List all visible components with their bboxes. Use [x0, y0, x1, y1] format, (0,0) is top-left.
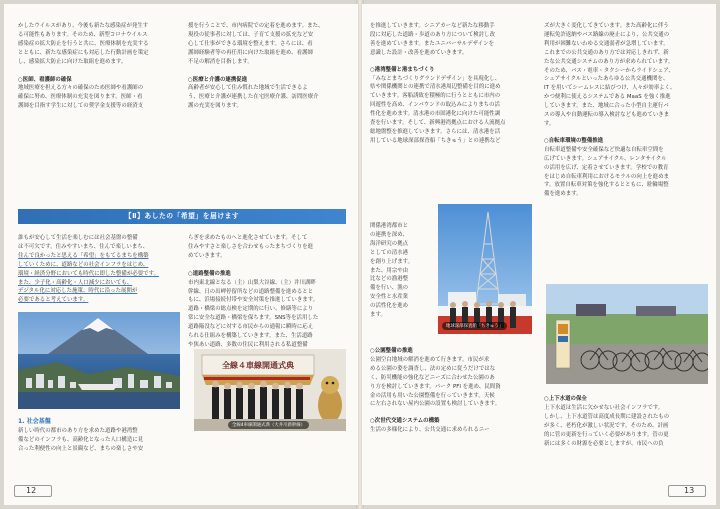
right-col1-bottom — [370, 344, 534, 435]
text-line: めていきます。 — [188, 252, 226, 259]
photo-caption-ceremony: 全線4車線開通式典（大井川新幹線） — [228, 421, 309, 429]
text-line: られる仕組みを構築していきます。また、生活道路 — [188, 333, 313, 340]
text-line: ます。 — [370, 312, 386, 319]
text-line: 備を行い、漁の — [370, 285, 409, 292]
text-line: 高齢者が安心して住み慣れた地域で生活できるよ — [188, 85, 308, 92]
text-line: 県や関係機関との連携で清水港周辺整備を目的に進め — [370, 84, 501, 91]
text-line: 合った利便性の向上と景観など、まちの楽しさや安 — [18, 445, 144, 452]
right-col1 — [370, 22, 534, 146]
text-line: 護の充実を図ります。 — [188, 103, 242, 110]
text-line: 新には多くの財源を必要としますが、市民への負 — [544, 440, 664, 447]
svg-text:全線４車線開通式典: 全線４車線開通式典 — [222, 360, 294, 370]
text-line: 金の活用も用いた公園整備を行っていきます。天候 — [370, 392, 495, 399]
text-line: をはじめ自転車利用におけるモラルの向上を進めま — [544, 173, 669, 180]
text-line: また、少子化・高齢化・人口減少においても、 — [18, 279, 133, 286]
section-title-infrastructure: 1. 社会基盤 — [18, 418, 51, 425]
left-col2-top — [188, 22, 348, 111]
text-line: く、防災機能の強化などニーズに合わせた公園のあ — [370, 374, 495, 381]
text-line: す。 — [544, 120, 555, 127]
text-line: 備などのインフラも、高齢化となった人口構造に見 — [18, 436, 144, 443]
text-line: 現役の従事者に対しては、子育て支援の拡充など安 — [188, 31, 314, 38]
text-line: スの導入や自動運転の導入検討なども進めていきま — [544, 112, 670, 119]
text-line: 常に安全な道路・橋梁を保ちます。SNS等を活用した — [188, 315, 319, 322]
text-line: の連携を深め、 — [370, 231, 408, 238]
right-page — [362, 4, 716, 505]
page-number-left: 12 — [26, 486, 37, 495]
text-line: かしたウイルスがあり、今後も新たな感染症が発生す — [18, 23, 149, 29]
heading-medical-care: ○医療と介護の連携促進 — [188, 76, 248, 83]
heading-transport: ○次世代交通システムの構築 — [370, 418, 440, 425]
text-line: 住んで良かったと思える「希望」をもてるまちを構築 — [18, 252, 149, 259]
text-line: しかし、上下水道管は高度成長期に建設されたもの — [544, 413, 670, 420]
text-line: 海洋研究の拠点 — [370, 240, 409, 247]
photo-opening-ceremony — [194, 349, 346, 431]
text-line: を創り上げます。 — [370, 258, 414, 265]
heading-bicycle: ○自転車環境の整備推進 — [544, 137, 604, 144]
left-col1-mid — [18, 234, 180, 305]
text-line: 確保に努め、医療体制の充実を図ります。医師・看 — [18, 94, 143, 101]
left-col1-top — [18, 22, 178, 111]
photo-mt-fuji-harbor — [18, 312, 180, 409]
text-line: 道路陥没などに対する市民からの通報に瞬時に応え — [188, 324, 314, 331]
text-line: の活性化を進め — [370, 303, 409, 310]
text-line: 的に管の更新を行っていく必要があります。管の更 — [544, 431, 669, 438]
text-line: 誰もが安心して生活を楽しむには社会基盤の整備 — [18, 235, 138, 241]
text-line: かつ便利に使えるシステムである MaaS を強く推進 — [544, 94, 671, 101]
section-banner: 【Ⅱ】あしたの「希望」を届けます — [18, 209, 346, 224]
right-col1-narrow — [370, 222, 434, 320]
right-col2 — [544, 22, 710, 199]
text-line: たな公共交通システムのあり方が求められています。 — [544, 58, 674, 65]
text-line: もに、浜場接続付帯や安全対策を推進していきます。 — [188, 297, 319, 304]
heading-park: ○公園整備の推進 — [370, 348, 413, 354]
photo-bicycle-parking — [546, 284, 708, 384]
heading-road: ○道路整備の推進 — [188, 270, 231, 277]
text-line: し、感染拡大防止に向けた取組を進めます。 — [18, 58, 127, 65]
text-line: ズが大きく変化してきています。また高齢化に伴う — [544, 23, 669, 29]
left-col2-mid — [188, 234, 348, 350]
text-line: 用している地球深部探査船「ちきゅう」との連携など — [370, 137, 501, 144]
text-line: IT を用いてシームレスに結びつけ、人々が効率よく、 — [544, 85, 676, 92]
text-line: 道路・橋梁の総点検を定期的に行い、修繕等により — [188, 306, 314, 313]
text-line: に左右されない屋内公園の設置も検討していきます。 — [370, 401, 501, 408]
text-line: していくために、道路などの社会インフラをはじめ、 — [18, 261, 149, 268]
text-line: としての清水港 — [370, 249, 409, 256]
text-line: 新しい時代の都市のあり方を求めた道路や港湾整 — [18, 427, 138, 434]
text-line: らぎを求めたものへと進化させています。そして — [188, 235, 308, 241]
text-line: 運転免許返納やバス路線の廃止により、公共交通の — [544, 31, 670, 38]
text-line: り方を検討していきます。パーク PFI を進め、民間資 — [370, 383, 501, 390]
text-line: 感染症の拡大防止を行うと共に、医療体制を充実する — [18, 40, 149, 47]
text-line: や狭あい道路、多数の住民に利用される私道整備 — [188, 341, 308, 348]
text-line: していきます。また、地域に合った小型自主運行バ — [544, 103, 669, 110]
text-line: 段に対応した道路・歩道のあり方について検討し改 — [370, 31, 496, 38]
text-line: が多く、老朽化が激しい状況です。そのため、計画 — [544, 422, 669, 429]
text-line: 護師を目指す学生に対しての奨学金支援等の経済支 — [18, 103, 144, 110]
text-line: 性化を進めます。清水港の市固港化に向けた可能性調 — [370, 111, 501, 118]
photo-chikyu-ship — [438, 204, 532, 334]
page-number-right: 13 — [684, 486, 695, 495]
text-line: ていきます。客船誘致を積極的に行うとともに市内の — [370, 93, 501, 100]
text-line: 広げていきます。シェアサイクル、レンタサイクル — [544, 155, 667, 162]
text-line: 関係港湾都市と — [370, 223, 409, 229]
text-line: シェアサイクルといったあらゆる公共交通機関を、 — [544, 76, 669, 83]
text-line: 必要であると考えています。 — [18, 297, 89, 304]
text-line: る可能性もあります。そのため、新型コロナウイルス — [18, 31, 148, 38]
text-line: そのため、バス・電車・タクシーからライドシェア、 — [544, 67, 674, 74]
text-line: める公園の姿を調査し、法の定めに従うだけではな — [370, 365, 496, 372]
photo-caption-chikyu: 地球深部探査船「ちきゅう」 — [442, 322, 507, 330]
left-col1-section1 — [18, 418, 180, 454]
text-line: これまでの公共交通のあり方では対応しきれず、新 — [544, 49, 669, 56]
right-col2-bottom — [544, 392, 710, 448]
heading-harbor: ○港湾整備と港まちづくり — [370, 66, 435, 73]
text-line: 生活の多様化により、公共交通に求められるニー — [370, 427, 490, 434]
text-line: 意識した設計・改善を進めていきます。 — [370, 49, 468, 56]
text-line: 環境・経済分野においても時代に即した整備が必要です。 — [18, 270, 160, 277]
text-line: 心して仕事ができる環境を整えます。さらには、看 — [188, 40, 313, 47]
text-line: 市内東北線となる（主）山梨大谷線、（主）井川湖畔 — [188, 279, 316, 286]
text-line: 住みやすさと楽しさを合わせもったまちづくりを進 — [188, 243, 314, 250]
text-line: 利用が困難ないわゆる交通弱者が急増しています。 — [544, 40, 669, 47]
text-line: とともに、新たな感染症にも対応した行動計画を策定 — [18, 49, 149, 56]
text-line: 援を行うことで、市内病院での定着を進めます。また、 — [188, 23, 324, 29]
text-line: 善を進めていきます。またユニバーサルデザインを — [370, 40, 495, 47]
text-line: 自転車道整備や安全確保など快適な自転車空間を — [544, 146, 664, 153]
text-line: また、用宗や由 — [370, 267, 409, 274]
text-line: 公園空白地域の解消を進めて行きます。市民が求 — [370, 356, 490, 363]
text-line: 「みなとまちづくりグランドデザイン」を具現化し、 — [370, 75, 501, 82]
text-line: 地域医療を担える方々の確保のため医師や看護師の — [18, 85, 144, 92]
text-line: 査を行います。そして、新興港湾拠点における人流拠点 — [370, 120, 506, 127]
text-line: す。放置自転車対策を強化するとともに、駐輪場整 — [544, 182, 669, 189]
text-line: デジタル化に対応した施策、時代に沿った展開が — [18, 288, 138, 295]
text-line: の活用を広げ、定着させていきます。学校での教育 — [544, 164, 669, 171]
text-line: は不可欠です。住みやすいまち、住んで楽しいまち、 — [18, 243, 149, 250]
text-line: 備を進めます。 — [544, 191, 582, 198]
text-line: 護師経験者等の再任用に向けた取組を進め、看護師 — [188, 49, 313, 56]
text-line: 比などの漁港整 — [370, 276, 409, 283]
text-line: 総地盤整を推進していきます。さらには、清水港を活 — [370, 128, 501, 135]
text-line: 幹線、日の出岬停留所などの道路整備を進めるとと — [188, 288, 314, 295]
text-line: 安全性と水産業 — [370, 294, 409, 301]
heading-doctor-nurse: ○医師、看護師の確保 — [18, 76, 72, 83]
text-line: 回遊性を高め、インバウンドの取込みによりまちの活 — [370, 102, 500, 109]
text-line: 上下水道は生活に欠かせない社会インフラです。 — [544, 404, 664, 411]
text-line: 不足の解消を目指します。 — [188, 58, 253, 65]
text-line: う、医療と介護が連携した在宅医療介護、訪問医療介 — [188, 94, 319, 101]
left-page — [4, 4, 358, 505]
text-line: を推進していきます。シニアカーなど新たな移動手 — [370, 23, 495, 29]
heading-water: ○上下水道の保全 — [544, 396, 587, 402]
